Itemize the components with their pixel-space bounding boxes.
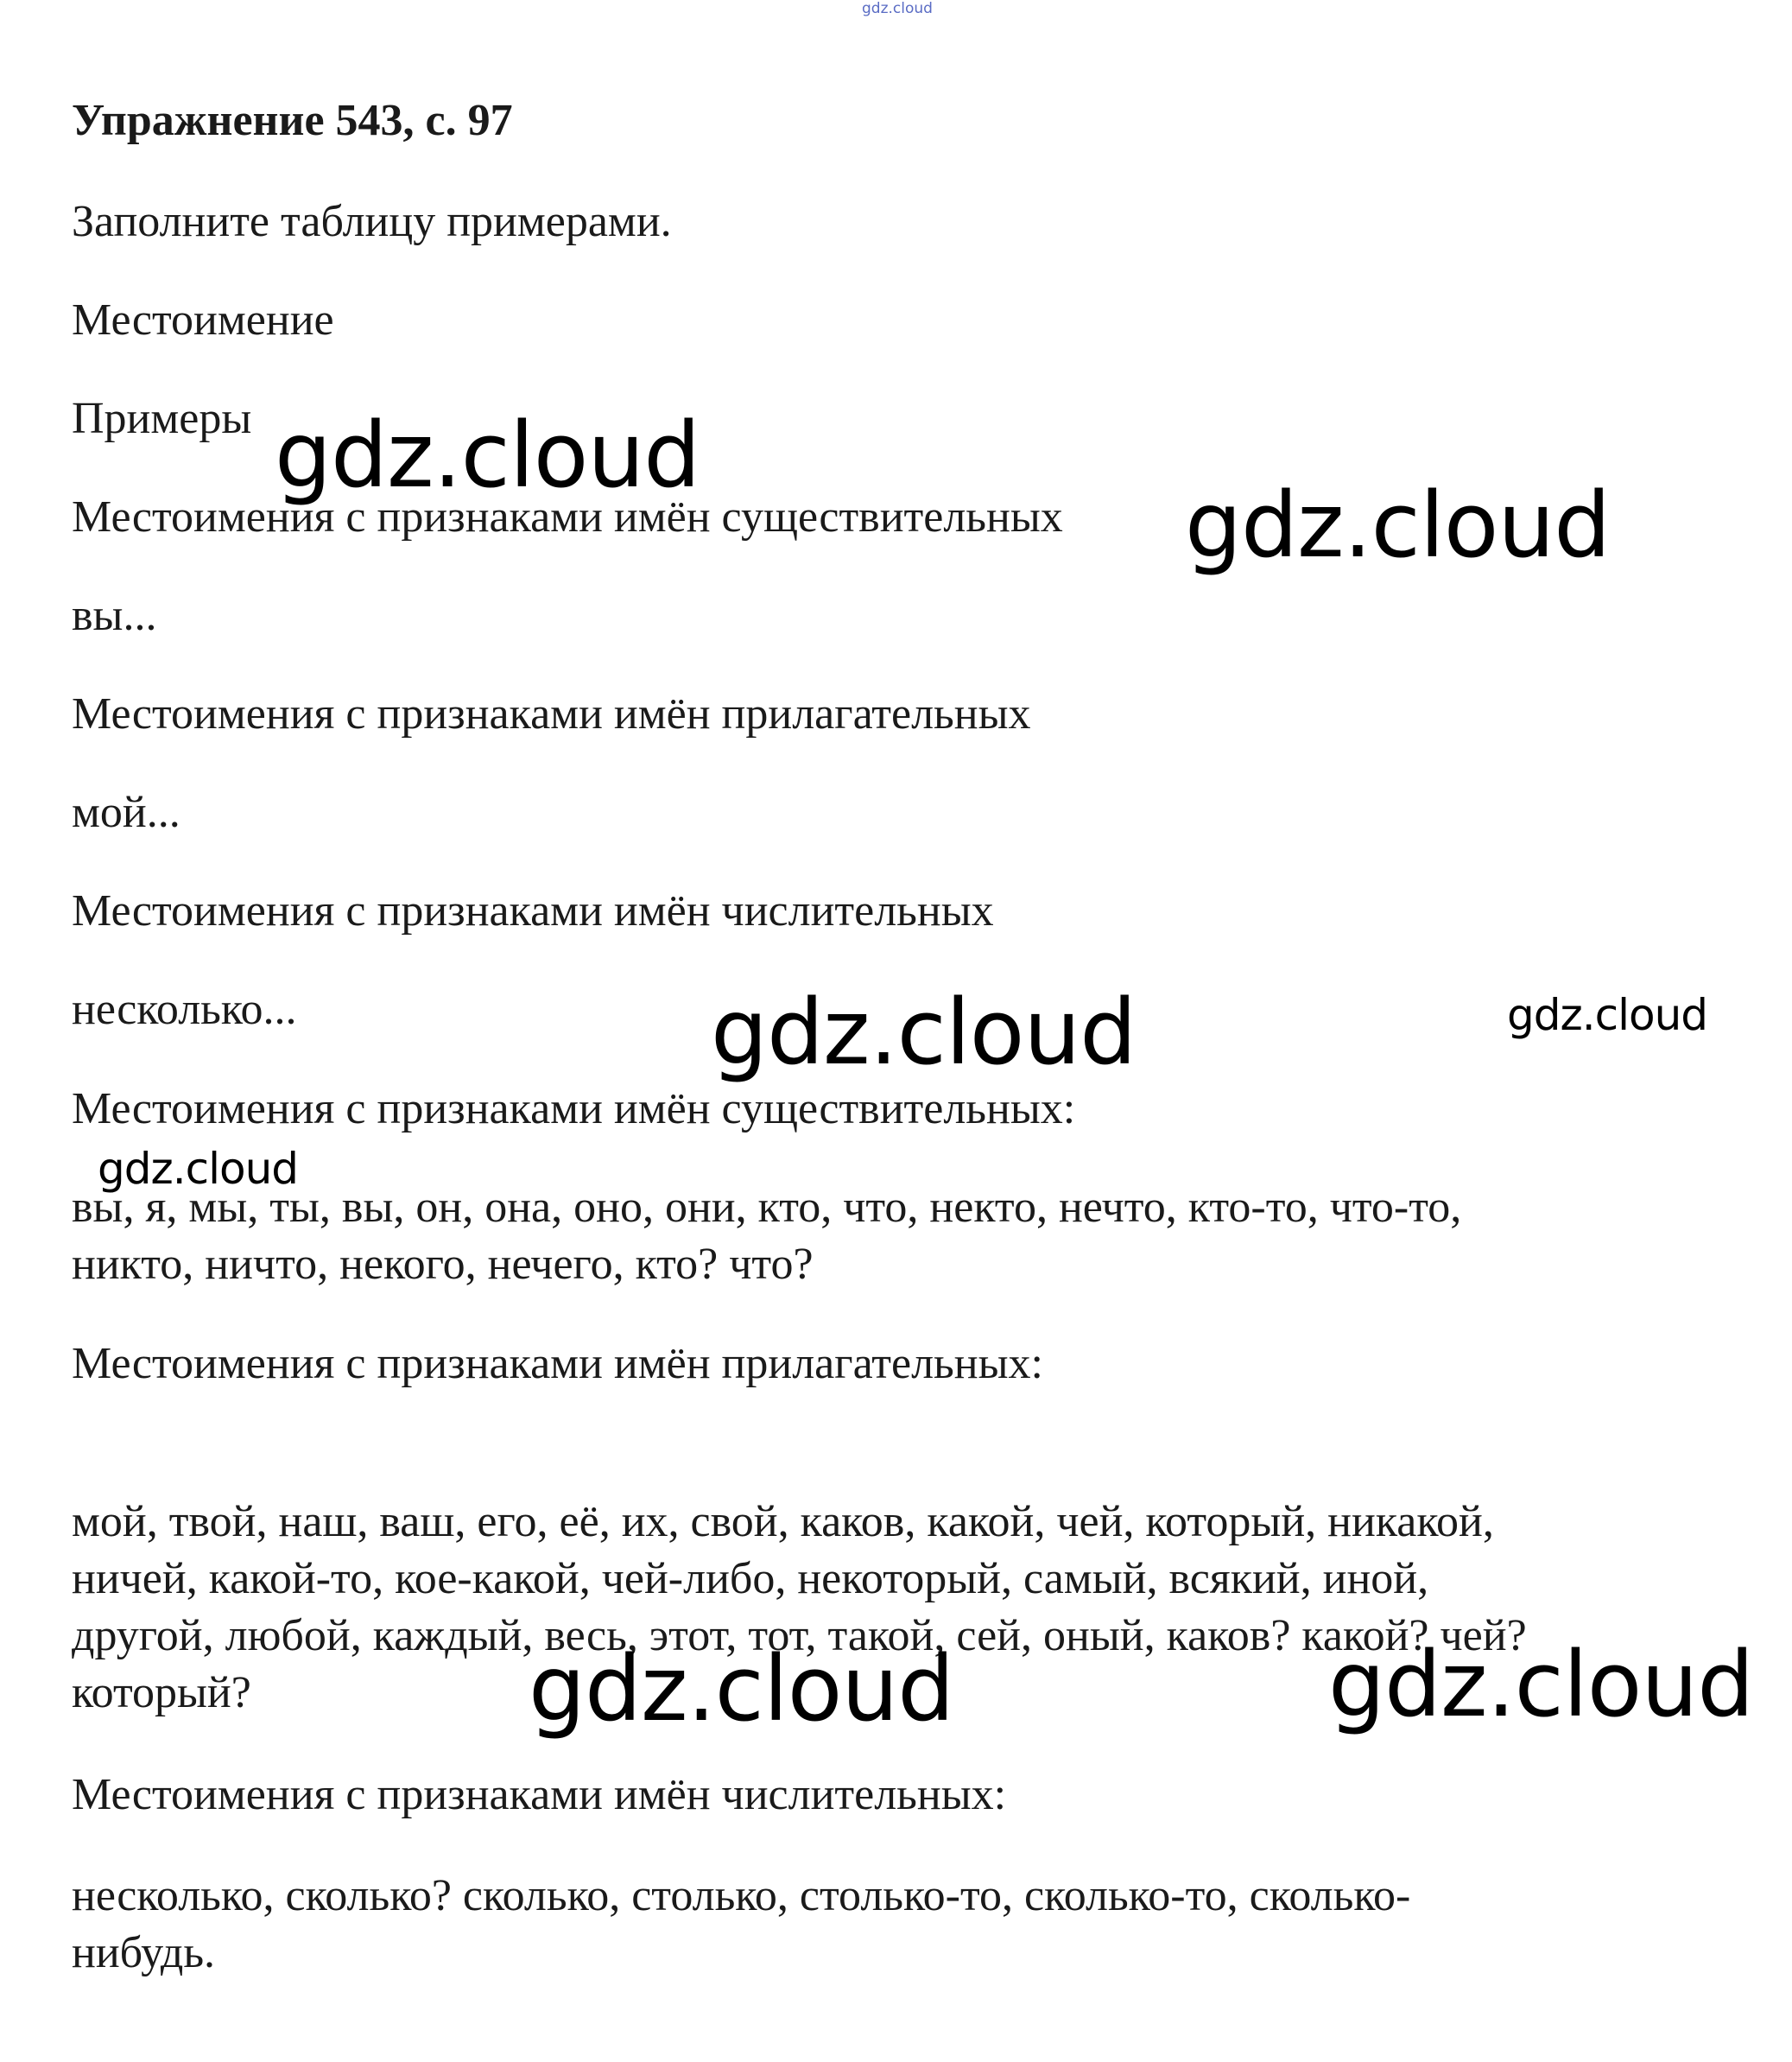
answer-heading-numerals: Местоимения с признаками имён числительных: (72, 1770, 1007, 1819)
table-row-category: Местоимения с признаками имён числительных (72, 886, 994, 936)
table-row-category: Местоимения с признаками имён существительных (72, 492, 1063, 542)
top-watermark: gdz.cloud (862, 0, 933, 17)
watermark: gdz.cloud (1185, 473, 1611, 578)
watermark: gdz.cloud (1328, 1632, 1754, 1737)
table-row-category: Местоимения с признаками имён прилагательных (72, 689, 1031, 739)
table-row-example: несколько... (72, 985, 297, 1034)
table-row-example: вы... (72, 591, 157, 640)
answer-line: никто, ничто, некого, нечего, кто? что? (72, 1240, 814, 1289)
table-header-pronoun: Местоимение (72, 295, 334, 345)
watermark: gdz.cloud (98, 1144, 299, 1194)
answer-line: нибудь. (72, 1928, 216, 1977)
instruction-text: Заполните таблицу примерами. (72, 197, 672, 246)
answer-line: вы, я, мы, ты, вы, он, она, оно, они, кто, что, некто, нечто, кто-то, что-то, (72, 1183, 1462, 1232)
watermark: gdz.cloud (529, 1636, 954, 1742)
table-row-example: мой... (72, 788, 180, 837)
answer-line: другой, любой, каждый, весь, этот, тот, такой, сей, оный, каков? какой? чей? (72, 1611, 1527, 1660)
table-header-examples: Примеры (72, 394, 252, 443)
watermark: gdz.cloud (275, 403, 700, 508)
exercise-title: Упражнение 543, с. 97 (72, 96, 513, 145)
answer-heading-nouns: Местоимения с признаками имён существительных: (72, 1084, 1076, 1133)
answer-line: несколько, сколько? сколько, столько, столько-то, сколько-то, сколько- (72, 1871, 1411, 1920)
answer-line: мой, твой, наш, ваш, его, её, их, свой, каков, какой, чей, который, никакой, (72, 1497, 1494, 1546)
answer-line: который? (72, 1668, 251, 1717)
answer-heading-adjectives: Местоимения с признаками имён прилагательных: (72, 1339, 1043, 1388)
watermark: gdz.cloud (711, 980, 1137, 1085)
answer-line: ничей, какой-то, кое-какой, чей-либо, некоторый, самый, всякий, иной, (72, 1554, 1429, 1603)
watermark: gdz.cloud (1507, 990, 1708, 1040)
